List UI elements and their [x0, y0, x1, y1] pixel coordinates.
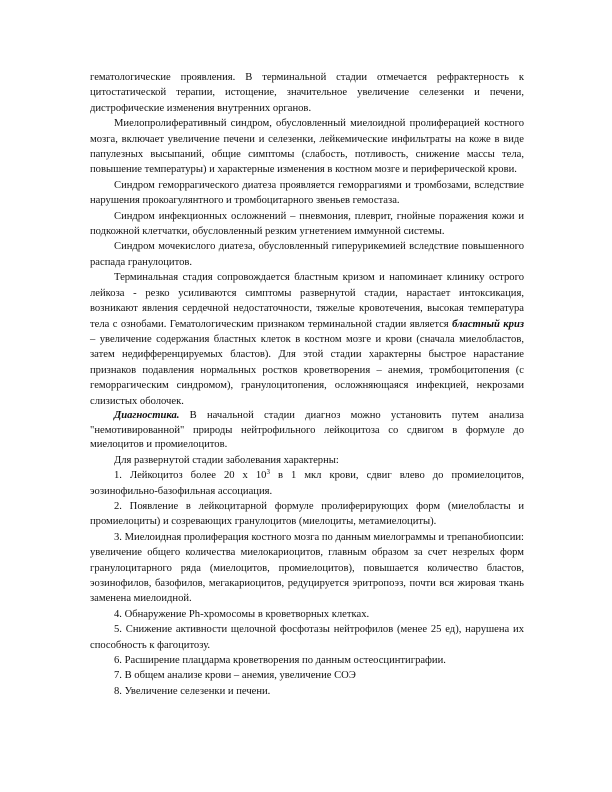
paragraph-hemorrhagic-diathesis: Синдром геморрагического диатеза проявляется геморрагиями и тромбозами, вследствие нарушения прокоагулянтного и тромбоцитарного звеньев гемостаза.	[90, 179, 524, 207]
paragraph-myeloproliferative-syndrome: Миелопролиферативный синдром, обусловленный миелоидной пролиферацией костного мозга, включает увеличение печени и селезенки, лейкемические инфильтраты на коже в виде папулезных высыпаний, общие симптомы (слабость, потливость, снижение массы тела, повышение температуры) и характерные изменения в костном мозге и периферической крови.	[90, 118, 524, 176]
list-item-1-before: 1. Лейкоцитоз более 20 х 10	[114, 470, 267, 482]
list-item-2: 2. Появление в лейкоцитарной формуле пролиферирующих форм (миелобласты и промиелоциты) и созревающих гранулоцитов (миелоциты, метамиелоциты).	[90, 500, 524, 528]
paragraph-uric-acid-diathesis: Синдром мочекислого диатеза, обусловленный гиперурикемией вследствие повышенного распада гранулоцитов.	[90, 241, 524, 268]
list-item-6: 6. Расширение плацдарма кроветворения по данным остеосцинтиграфии.	[114, 655, 446, 666]
blast-crisis-term: бластный криз	[452, 318, 524, 330]
paragraph-terminal-stage	[90, 270, 524, 409]
paragraph-infectious-complications: Синдром инфекционных осложнений – пневмония, плеврит, гнойные поражения кожи и подкожной клетчатки, обусловленный резким угнетением иммунной системы.	[90, 210, 524, 238]
diagnostics-text: В начальной стадии диагноз можно установить путем анализа "немотивированной" природы нейтрофильного лейкоцитоза со сдвигом в формуле до миелоцитов и промиелоцитов.	[90, 409, 524, 451]
paragraph-expanded-stage-lead: Для развернутой стадии заболевания характерны:	[114, 454, 339, 466]
paragraph-diagnostics	[90, 409, 524, 453]
list-item-4: 4. Обнаружение Ph-хромосомы в кроветворных клетках.	[114, 608, 370, 620]
list-item-1-exponent: 3	[266, 468, 270, 477]
terminal-stage-text-before: Терминальная стадия сопровождается бластным кризом и напоминает клинику острого лейкоза - резко усиливаются симптомы развернутой стадии, нарастает интоксикация, возникают явления сердечной недостаточности, тяжелые кровотечения, высокая температура тела с ознобами. Гематологическим признаком терминальной стадии является	[90, 272, 524, 330]
list-item-3: 3. Миелоидная пролиферация костного мозга по данным миелограммы и трепанобиопсии: увеличение общего количества миелокариоцитов, главным образом за счет незрелых форм гранулоцитарного ряда (миелоцитов, промиелоцитов), повышается количество бластов, эозинофилов, базофилов, мегакариоцитов, редуцируется эритропоэз, почти вся жировая ткань заменена миелоидной.	[90, 531, 524, 605]
list-item-5: 5. Снижение активности щелочной фосфотазы нейтрофилов (менее 25 ед), нарушена их способность к фагоцитозу.	[90, 624, 524, 651]
list-item-1-after: в 1 мкл крови, сдвиг влево до промиелоцитов, эозинофильно-базофильная ассоциация.	[90, 470, 524, 497]
terminal-stage-text-after: – увеличение содержания бластных клеток в костном мозге и крови (сначала миелобластов, затем недифференцируемых бластов). Для этой стадии характерны быстрое нарастание признаков подавления нормальных ростков кроветворения – анемия, тромбоцитопения (с геморрагическим синдромом), гранулоцитопения, осложняющаяся инфекцией, некрозами слизистых оболочек.	[90, 333, 524, 407]
diagnostics-heading: Диагностика.	[114, 409, 180, 421]
list-item-7: 7. В общем анализе крови – анемия, увеличение СОЭ	[114, 670, 356, 682]
paragraph-terminal-stage-intro: гематологические проявления. В терминальной стадии отмечается рефрактерность к цитостатической терапии, истощение, значительное увеличение селезенки и печени, дистрофические изменения внутренних органов.	[90, 72, 524, 114]
list-item-1	[90, 468, 524, 499]
list-item-8: 8. Увеличение селезенки и печени.	[114, 685, 271, 697]
